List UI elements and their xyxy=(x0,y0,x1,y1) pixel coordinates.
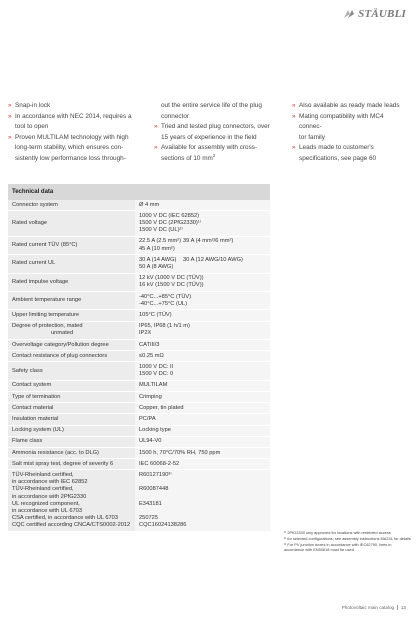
row-label-line: Rated current TÜV (85°C) xyxy=(12,241,78,248)
row-value-line: CATIII/3 xyxy=(139,341,160,348)
table-row xyxy=(8,426,270,437)
staubli-emblem-icon xyxy=(343,9,355,19)
feature-line: » In accordance with NEC 2014, requires a xyxy=(8,112,138,123)
brand-logo xyxy=(343,8,406,20)
table-row xyxy=(8,237,270,255)
row-value xyxy=(135,403,270,413)
footer-separator xyxy=(397,605,398,610)
feature-column-1 xyxy=(8,101,138,165)
table-title: Technical data xyxy=(8,184,270,200)
row-label-line: Rated impulse voltage xyxy=(12,278,69,285)
row-value-line: 1500 V DC (UL)²⁾ xyxy=(139,227,183,234)
row-value-line: Crimping xyxy=(139,393,162,400)
table-row xyxy=(8,200,270,211)
row-value-line: 1500 h, 70°C/70% RH, 750 ppm xyxy=(139,449,221,456)
row-label xyxy=(8,437,135,447)
table-row xyxy=(8,403,270,414)
row-label xyxy=(8,459,135,469)
row-label-line: in accordance with IEC 62852 xyxy=(12,479,88,486)
row-value-line: 1500 V DC: 0 xyxy=(139,371,174,378)
table-row xyxy=(8,381,270,392)
row-label-line: Insulation material xyxy=(12,415,59,422)
feature-line: 15 years of experience in the field xyxy=(161,133,257,141)
row-value-line: 1500 V DC (2PfG2330)¹⁾ xyxy=(139,219,202,226)
row-value-line: 16 kV (1500 V DC (TÜV)) xyxy=(139,282,204,289)
row-value xyxy=(135,351,270,361)
row-value-line: MULTILAM xyxy=(139,382,168,389)
row-label xyxy=(8,274,135,291)
row-value-line: 22.5 A (2.5 mm²) 39 A (4 mm²/6 mm²) xyxy=(139,238,234,245)
footer-title: Photovoltaic main catalog xyxy=(341,605,395,610)
row-label-line: Rated current UL xyxy=(12,260,56,267)
row-label xyxy=(8,403,135,413)
row-label xyxy=(8,351,135,361)
row-value-line: -40°C...+75°C (UL) xyxy=(139,300,188,307)
row-label-line: UL recognized component, xyxy=(12,500,80,507)
table-row xyxy=(8,274,270,292)
row-label-line: CSA certified, in accordance with UL 6703 xyxy=(12,515,119,522)
row-value-line: 30 A (14 AWG) 30 A (12 AWG/10 AWG) xyxy=(139,256,243,263)
table-row xyxy=(8,470,270,532)
row-label-line: Locking system (UL) xyxy=(12,427,64,434)
row-label-line: TÜV-Rheinland certified, xyxy=(12,486,74,493)
row-value-line: -40°C...+85°C (TÜV) xyxy=(139,293,192,300)
row-value-line: PC/PA xyxy=(139,415,156,422)
feature-columns xyxy=(8,101,408,165)
row-value xyxy=(135,255,270,272)
row-label-line: Contact resistance of plug connectors xyxy=(12,352,108,359)
page-number: 13 xyxy=(400,605,406,610)
table-row xyxy=(8,392,270,403)
row-value xyxy=(135,459,270,469)
feature-line: » Tried and tested plug connectors, over xyxy=(154,122,280,133)
table-row xyxy=(8,414,270,425)
table-row xyxy=(8,310,270,321)
row-label-line: Contact material xyxy=(12,404,54,411)
footnote: ²⁾ for selected configurations; see assembly instructions MA231 for details xyxy=(284,536,411,541)
table-row xyxy=(8,437,270,448)
brand-name: STÄUBLI xyxy=(358,8,406,20)
table-row xyxy=(8,459,270,470)
row-value xyxy=(135,292,270,309)
row-value xyxy=(135,274,270,291)
row-value xyxy=(135,237,270,254)
page-footer xyxy=(342,605,406,610)
row-label xyxy=(8,292,135,309)
row-value-line: 105°C (TÜV) xyxy=(139,311,172,318)
row-value xyxy=(135,448,270,458)
row-value-line: IEC 60068-2-52 xyxy=(139,460,180,467)
row-label-line: Rated voltage xyxy=(12,219,48,226)
table-body xyxy=(8,200,270,532)
feature-column-3 xyxy=(292,101,408,165)
row-value-line xyxy=(139,494,266,501)
row-label-line: Upper limiting temperature xyxy=(12,311,80,318)
row-value-line: Ø 4 mm xyxy=(139,201,160,208)
row-label xyxy=(8,211,135,236)
footnotes xyxy=(284,530,412,553)
row-label xyxy=(8,414,135,424)
row-label-line: Ammonia resistance (acc. to DLG) xyxy=(12,449,99,456)
footnote: ¹⁾ 2PfG2330 only approved for locations with restricted access xyxy=(284,530,391,535)
row-value-line: 250725 xyxy=(139,515,158,522)
row-value xyxy=(135,392,270,402)
feature-line: » Leads made to customer's xyxy=(292,143,408,154)
row-label xyxy=(8,255,135,272)
row-value xyxy=(135,362,270,379)
row-value xyxy=(135,211,270,236)
row-value-line xyxy=(139,479,266,486)
row-value-line: UL94-V0 xyxy=(139,438,162,445)
row-value-line: IP2X xyxy=(139,330,152,337)
row-label-line: Contact system xyxy=(12,382,52,389)
row-label-line: Type of termination xyxy=(12,393,61,400)
row-label-line: Flame class xyxy=(12,438,43,445)
feature-column-2 xyxy=(154,101,280,165)
row-value-line xyxy=(139,508,266,515)
row-label xyxy=(8,448,135,458)
row-label xyxy=(8,362,135,379)
row-label-line: in accordance with 2PfG2330 xyxy=(12,493,87,500)
feature-line: » Also available as ready made leads xyxy=(292,101,408,112)
row-value-line: 1000 V DC: II xyxy=(139,363,174,370)
row-value xyxy=(135,310,270,320)
row-value-line: Copper, tin plated xyxy=(139,404,184,411)
row-value-line: E343181 xyxy=(139,500,162,507)
row-label-line: CQC certified according CNCA/CTS0002-2012 xyxy=(12,522,131,529)
row-value xyxy=(135,322,270,339)
row-value xyxy=(135,414,270,424)
row-label xyxy=(8,237,135,254)
feature-line: sistently low performance loss through- xyxy=(15,154,126,162)
row-value-line: R60127190³⁾ xyxy=(139,471,172,478)
feature-line: specifications, see page 60 xyxy=(299,154,377,162)
technical-data-table xyxy=(8,184,270,532)
row-value xyxy=(135,381,270,391)
feature-line: tor family xyxy=(299,133,325,141)
row-value-line: 45 A (10 mm²) xyxy=(139,245,175,252)
row-value-line: ≤0.25 mΩ xyxy=(139,352,164,359)
feature-line: tool to open xyxy=(15,123,49,131)
table-row xyxy=(8,448,270,459)
row-label-line: Ambient temperature range xyxy=(12,297,82,304)
footnote: ³⁾ For PV junction boxes in accordance with IEC62790, lines in accordance with EN50618 must be used xyxy=(284,542,392,552)
feature-line: » Proven MULTILAM technology with high xyxy=(8,133,138,144)
feature-line: connector xyxy=(161,112,190,120)
feature-line: » Mating compatibility with MC4 connec- xyxy=(292,112,408,133)
row-label xyxy=(8,310,135,320)
row-value-line: 12 kV (1000 V DC (TÜV)) xyxy=(139,275,204,282)
row-label-line: Safety class xyxy=(12,367,43,374)
row-label xyxy=(8,200,135,210)
row-value xyxy=(135,200,270,210)
table-row xyxy=(8,211,270,237)
row-label-line: unmated xyxy=(51,330,74,337)
row-value xyxy=(135,426,270,436)
row-label-line: in accordance with UL 6703 xyxy=(12,508,82,514)
feature-line: » Available for assembly with cross- xyxy=(154,143,280,154)
row-label-line: Connector system xyxy=(12,201,58,208)
row-label xyxy=(8,426,135,436)
row-label-line: Degree of protection, mated xyxy=(12,323,83,330)
table-row xyxy=(8,362,270,380)
row-value-line: 50 A (8 AWG) xyxy=(139,263,174,270)
row-value-line: CQC16024138286 xyxy=(139,522,187,529)
row-value xyxy=(135,470,270,531)
row-label-line: Overvoltage category/Pollution degree xyxy=(12,341,109,348)
table-row xyxy=(8,292,270,310)
feature-line: long-term stability, which ensures con- xyxy=(15,144,124,152)
row-value-line: Locking type xyxy=(139,427,171,434)
row-value xyxy=(135,340,270,350)
table-row xyxy=(8,322,270,340)
row-label-line: TÜV-Rheinland certified, xyxy=(12,471,74,478)
row-value-line: 1000 V DC (IEC 62852) xyxy=(139,212,200,219)
row-label xyxy=(8,392,135,402)
table-row xyxy=(8,351,270,362)
table-row xyxy=(8,340,270,351)
row-label xyxy=(8,340,135,350)
row-label xyxy=(8,381,135,391)
feature-line: » Snap-in lock xyxy=(8,101,138,112)
row-label xyxy=(8,470,135,531)
feature-line: sections of 10 $mm^2$ xyxy=(161,152,216,162)
row-label-line: Salt mist spray test, degree of severity 6 xyxy=(12,460,114,467)
row-value-line: R60087448 xyxy=(139,486,169,493)
row-label xyxy=(8,322,135,339)
feature-line: out the entire service life of the plug xyxy=(161,102,262,109)
row-value-line: IP65, IP68 (1 h/1 m) xyxy=(139,323,190,330)
row-value xyxy=(135,437,270,447)
table-row xyxy=(8,255,270,273)
